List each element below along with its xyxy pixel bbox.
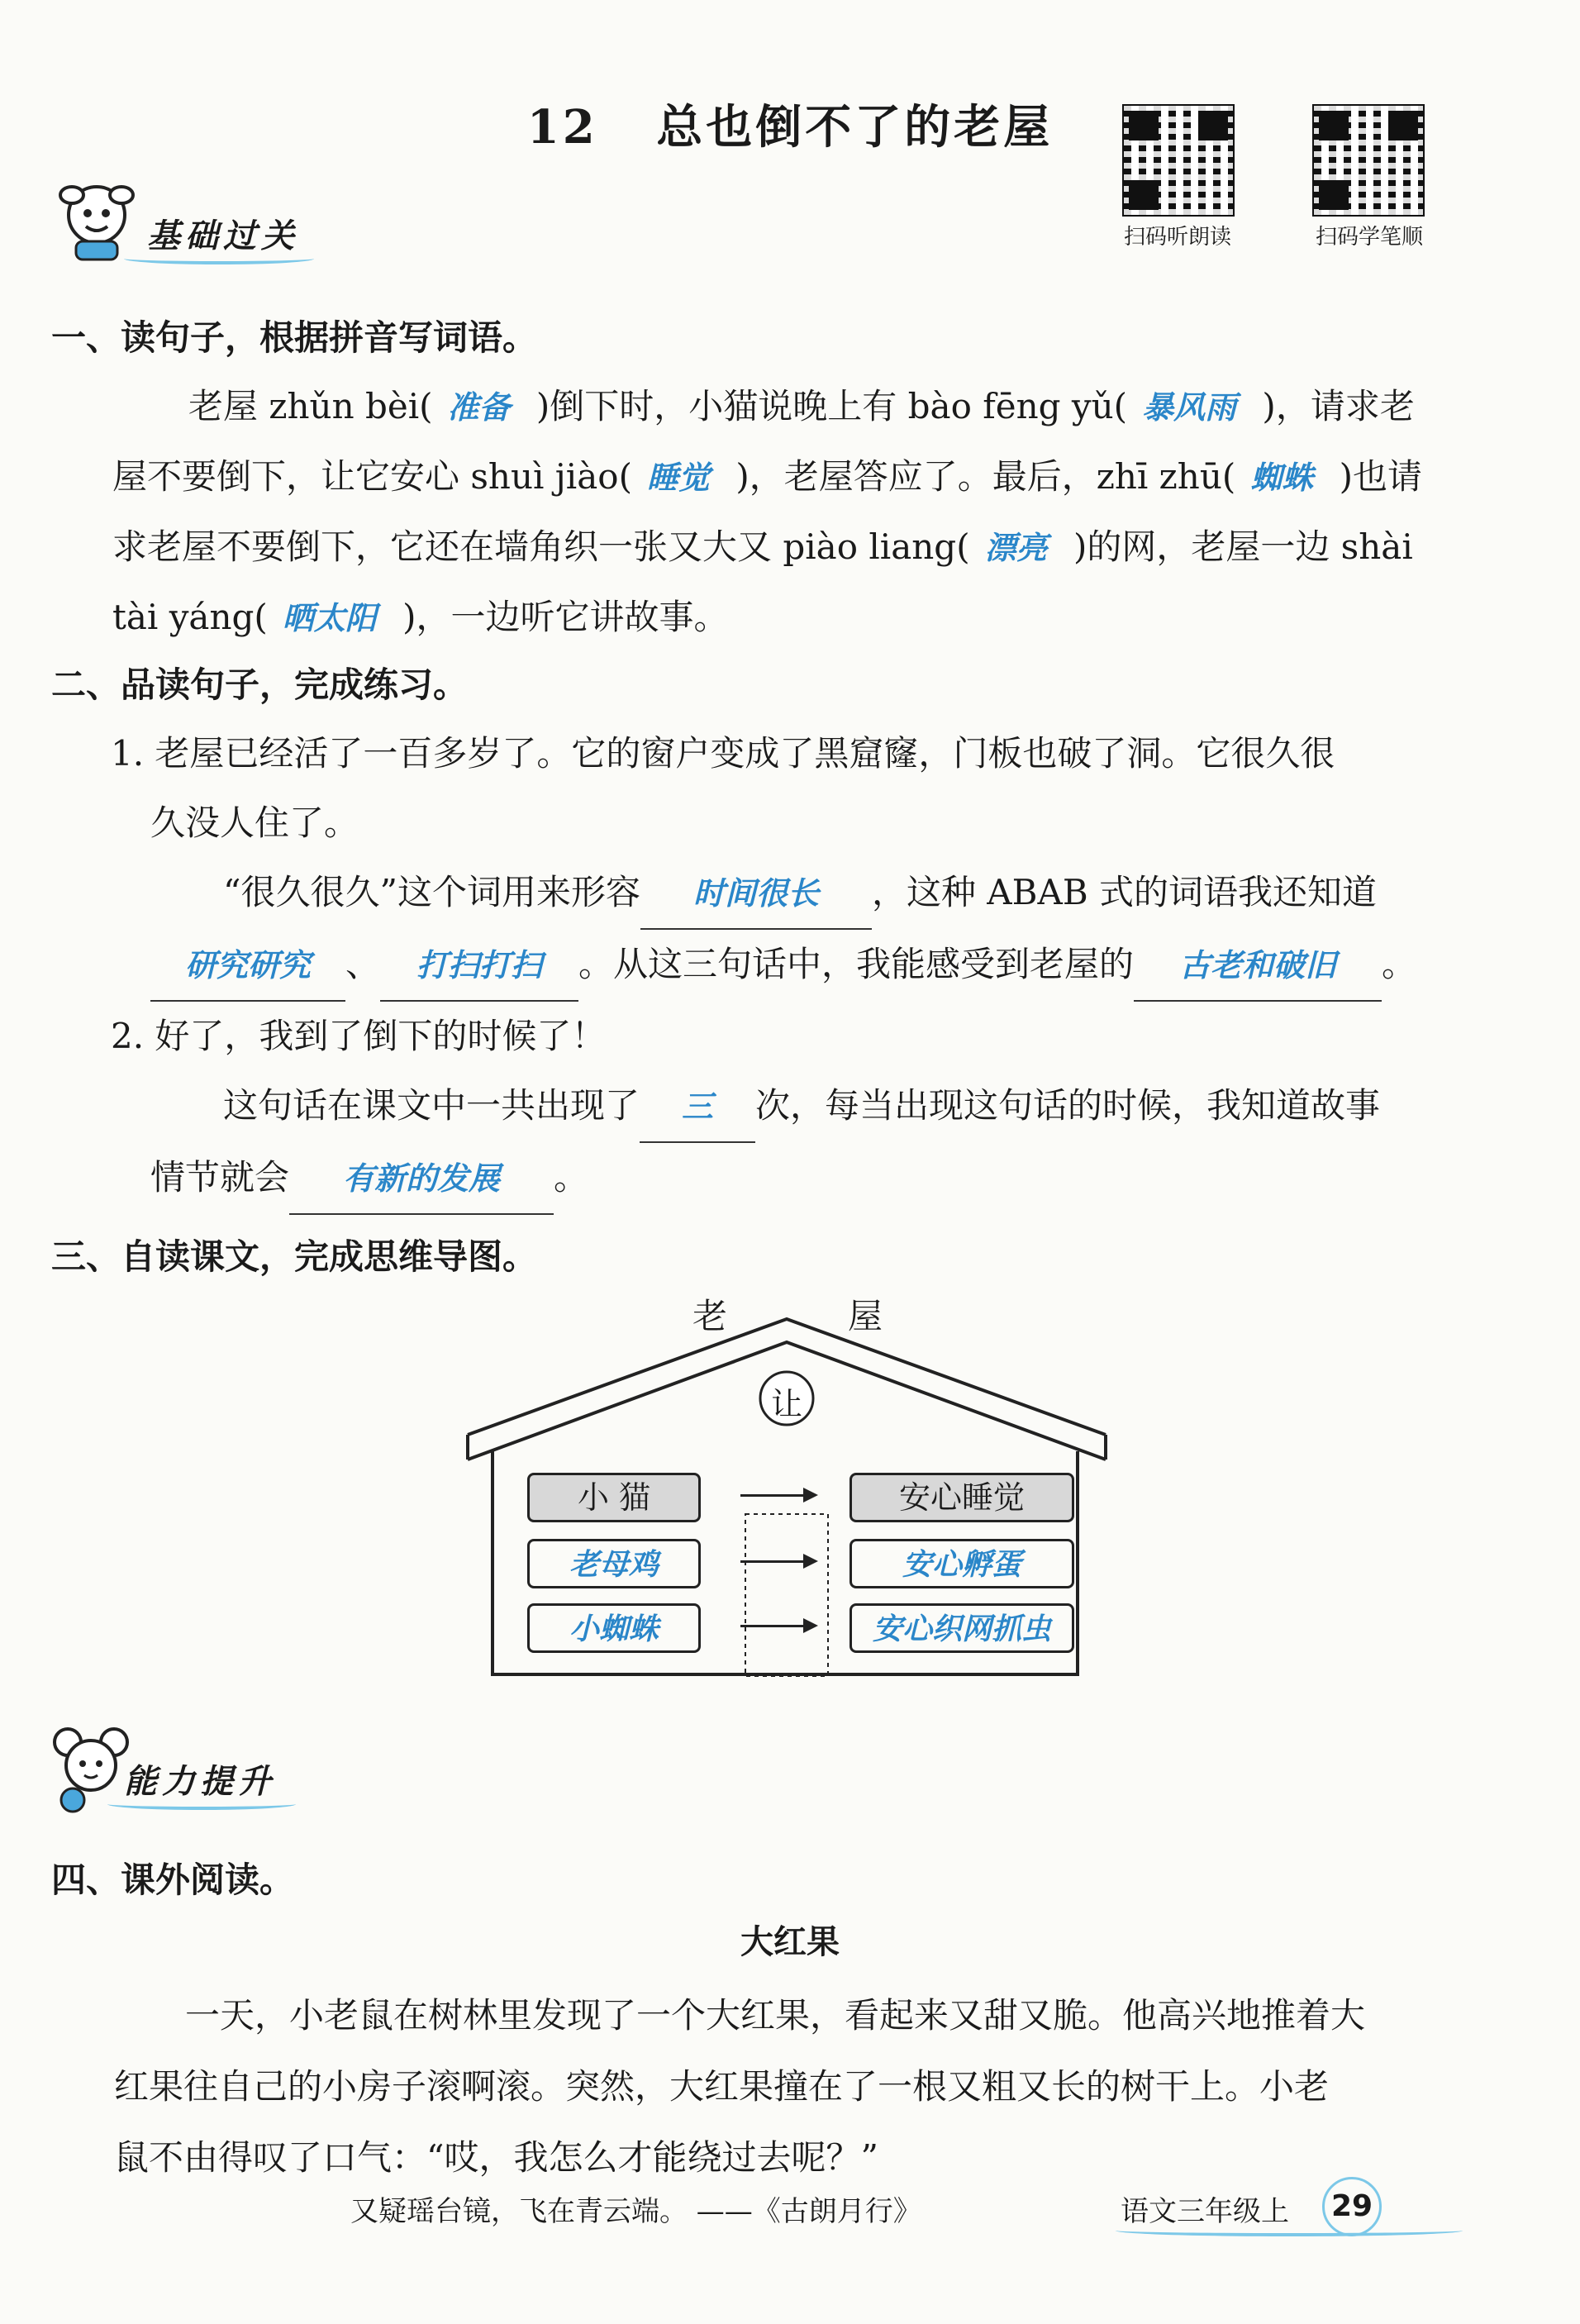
arrow-2 [740,1560,815,1563]
q2-item1-text: 1. 老屋已经活了一百多岁了。它的窗户变成了黑窟窿，门板也破了洞。它很久很 [111,733,1335,774]
qr-code-listen[interactable] [1122,104,1235,217]
right-box-web: 安心织网抓虫 [849,1603,1074,1653]
badge-wave [124,253,314,264]
qr-label-listen: 扫码听朗读 [1123,225,1231,250]
story-line: 鼠不由得叹了口气：“哎，我怎么才能绕过去呢？” [114,2137,878,2178]
right-box-sleep: 安心睡觉 [849,1473,1074,1522]
footer-wave [1116,2225,1463,2236]
arrow-3 [740,1625,815,1627]
q1-line: 老屋 zhǔn bèi( 准备 )倒下时，小猫说晚上有 bào fēng yǔ( 暴风雨 )，请求老 [188,386,1415,426]
story-line: 红果往自己的小房子滚啊滚。突然，大红果撞在了一根又粗又长的树干上。小老 [114,2066,1330,2107]
q1-line: 求老屋不要倒下，它还在墙角织一张又大又 piào liang( 漂亮 )的网，老屋一边 shài [112,526,1413,567]
mind-map-house [463,1289,1107,1678]
lesson-title: 12 总也倒不了的老屋 [526,100,1054,155]
q2-item1-text-cont: 久没人住了。 [150,802,359,843]
left-box-spider: 小蜘蛛 [527,1603,701,1653]
answer-blank-6: 有新的发展 [289,1144,554,1215]
q2-item1-question-cont: 研究研究 、 打扫打扫 。从这三句话中，我能感受到老屋的 古老和破旧 。 [111,930,1482,1002]
page-number: 29 [1322,2177,1382,2236]
q2-item2-text: 2. 好了，我到了倒下的时候了！ [111,1016,607,1056]
section-badge-basic: 基础过关 [147,217,299,255]
q2-body [111,719,1482,1215]
q1-line: tài yáng( 晒太阳 )，一边听它讲故事。 [112,597,729,637]
answer-baofengyu: 暴风雨 [1142,389,1237,426]
answer-blank-1: 时间很长 [640,859,872,930]
q1-body [112,372,1468,653]
answer-zhunbei: 准备 [447,389,511,426]
answer-blank-2: 研究研究 [150,931,345,1002]
q1-heading: 一、读句子，根据拼音写词语。 [51,317,538,358]
answer-blank-3: 打扫打扫 [380,931,578,1002]
roof-label-left: 老 [692,1296,728,1336]
q2-item2-question: 这句话在课文中一共出现了 三 次，每当出现这句话的时候，我知道故事 [111,1071,1482,1143]
story-line: 一天，小老鼠在树林里发现了一个大红果，看起来又甜又脆。他高兴地推着大 [185,1995,1366,2036]
answer-shaitaiyang: 晒太阳 [282,600,377,636]
footer-quote: 又疑瑶台镜，飞在青云端。 ——《古朗月行》 [350,2195,921,2228]
q2-item1-question: “很久很久”这个词用来形容 时间很长 ，这种 ABAB 式的词语我还知道 [111,858,1482,930]
story-title: 大红果 [740,1923,840,1961]
section-badge-ability: 能力提升 [124,1762,276,1801]
qr-label-stroke: 扫码学笔顺 [1315,225,1423,250]
answer-piaoliang: 漂亮 [984,530,1048,566]
left-box-hen: 老母鸡 [527,1539,701,1588]
q3-heading: 三、自读课文，完成思维导图。 [51,1236,538,1277]
answer-blank-5: 三 [640,1072,755,1143]
center-label: 让 [770,1386,802,1422]
left-box-cat: 小 猫 [527,1473,701,1522]
q2-heading: 二、品读句子，完成练习。 [51,664,469,705]
arrow-1 [740,1494,815,1497]
answer-zhizhu: 蜘蛛 [1250,460,1314,496]
badge-wave [107,1798,296,1810]
footer-book: 语文三年级上 [1121,2195,1289,2228]
q4-heading: 四、课外阅读。 [51,1860,295,1900]
roof-label-right: 屋 [848,1296,883,1336]
right-box-hatch: 安心孵蛋 [849,1539,1074,1588]
answer-blank-4: 古老和破旧 [1134,931,1382,1002]
story-body [114,1980,1486,2193]
answer-shuijiao: 睡觉 [646,460,710,496]
qr-code-stroke[interactable] [1312,104,1425,217]
q1-line: 屋不要倒下，让它安心 shuì jiào( 睡觉 )，老屋答应了。最后，zhī zhū( 蜘蛛 )也请 [112,456,1423,497]
q2-item2-question-cont: 情节就会 有新的发展 。 [111,1143,1482,1215]
